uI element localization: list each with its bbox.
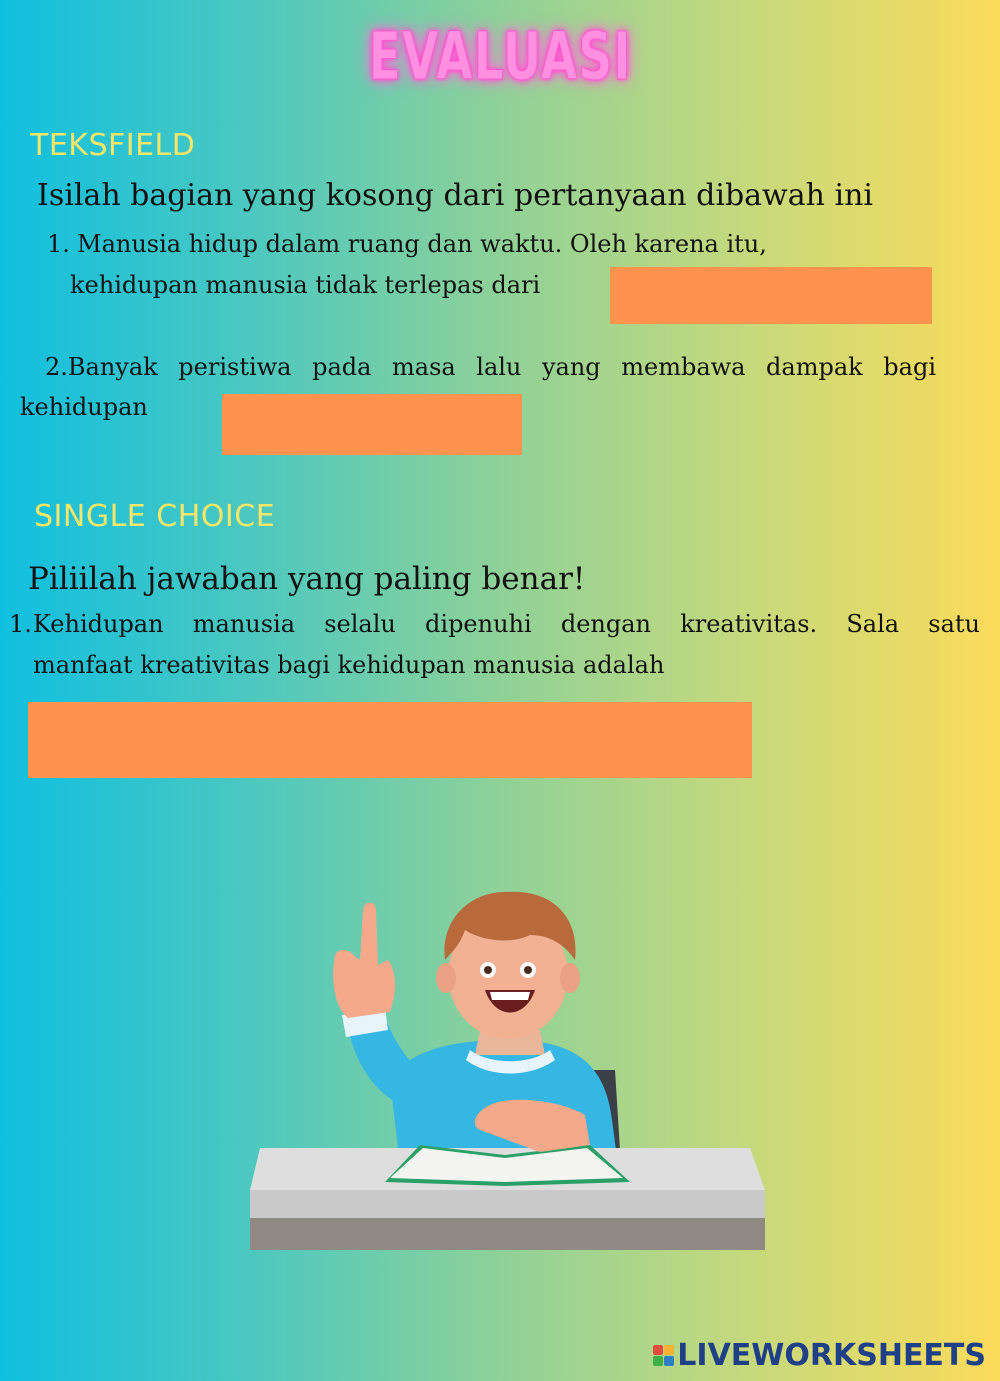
- question-2-line-2: kehidupan: [20, 393, 148, 421]
- question-1-line-2: kehidupan manusia tidak terlepas dari: [70, 271, 541, 299]
- section-heading-single-choice: SINGLE CHOICE: [34, 499, 276, 534]
- liveworksheets-logo-icon: [653, 1345, 674, 1366]
- choice-question-1-line-1: Kehidupan manusia selalu dipenuhi dengan kreativitas. Sala satu: [33, 610, 980, 638]
- liveworksheets-brand-text: LIVEWORKSHEETS: [677, 1338, 986, 1373]
- section-heading-teksfield: TEKSFIELD: [30, 128, 196, 163]
- boy-at-desk-illustration: [240, 890, 780, 1260]
- page-title: EVALUASI: [368, 18, 632, 95]
- question-1-line-1: Manusia hidup dalam ruang dan waktu. Oleh karena itu,: [77, 230, 767, 258]
- liveworksheets-logo: [653, 1338, 986, 1373]
- question-1-number: 1.: [47, 230, 70, 258]
- choice-answer-dropdown[interactable]: [28, 702, 752, 778]
- teksfield-instruction: Isilah bagian yang kosong dari pertanyaan dibawah ini: [37, 178, 873, 213]
- answer-field-2[interactable]: [222, 394, 522, 455]
- answer-field-1[interactable]: [610, 267, 932, 324]
- choice-question-1-line-2: manfaat kreativitas bagi kehidupan manusia adalah: [33, 651, 665, 679]
- single-choice-instruction: Piliilah jawaban yang paling benar!: [28, 561, 586, 597]
- choice-question-1-number: 1.: [9, 610, 32, 638]
- question-2-line-1: 2.Banyak peristiwa pada masa lalu yang membawa dampak bagi: [45, 353, 936, 381]
